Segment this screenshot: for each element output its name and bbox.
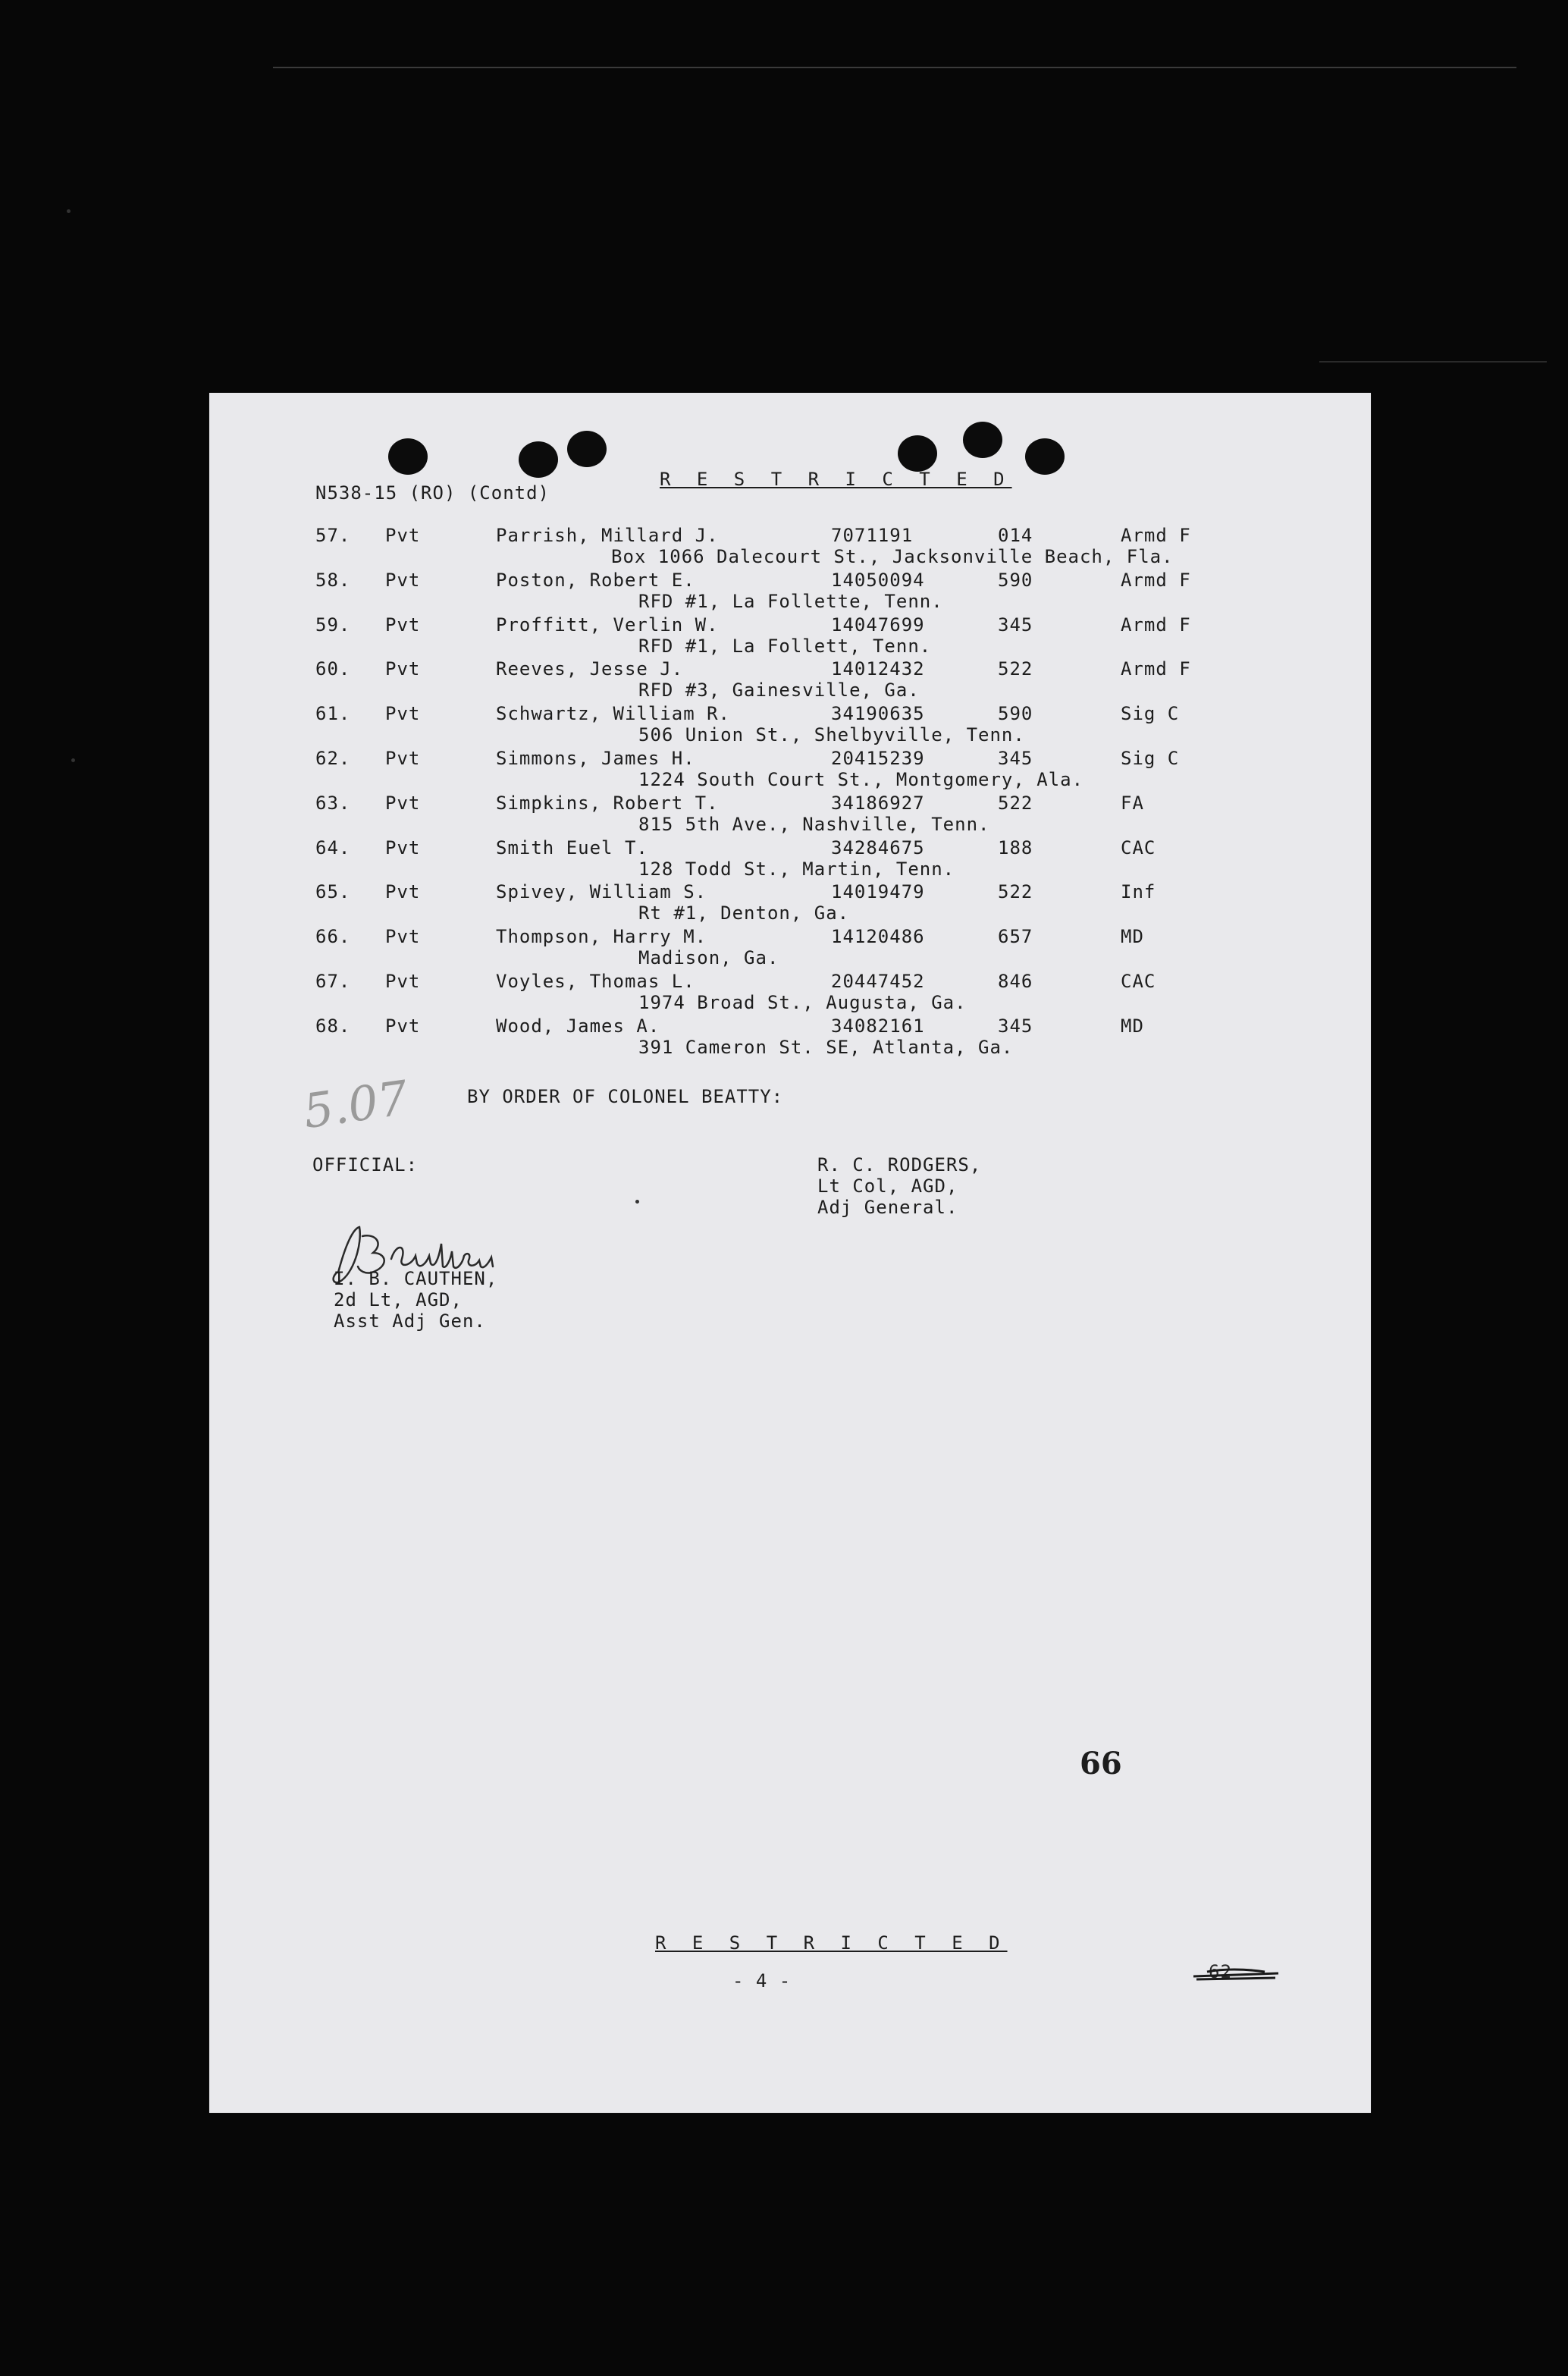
entry-code: 345: [998, 1015, 1033, 1037]
entry-branch: Sig C: [1121, 748, 1180, 769]
entry-serial-number: 34284675: [831, 836, 925, 858]
entry-serial-number: 20447452: [831, 971, 925, 992]
entry-number: 65.: [315, 881, 351, 903]
entry-serial-number: 14019479: [831, 881, 925, 903]
entry-serial-number: 14012432: [831, 658, 925, 680]
stamped-page-number: 66: [1080, 1746, 1122, 1781]
entry-serial-number: 34186927: [831, 792, 925, 814]
entry-code: 657: [998, 926, 1033, 948]
punch-hole: [963, 422, 1002, 458]
entry-number: 68.: [315, 1015, 351, 1037]
entry-serial-number: 14120486: [831, 926, 925, 948]
entry-serial-number: 34190635: [831, 703, 925, 725]
entry-name: Schwartz, William R.: [496, 703, 730, 725]
paper-speck: [635, 1200, 639, 1204]
roster-entry: [209, 525, 1371, 569]
entry-branch: Armd F: [1121, 614, 1191, 636]
entry-code: 345: [998, 614, 1033, 636]
entry-code: 345: [998, 748, 1033, 769]
entry-name: Thompson, Harry M.: [496, 926, 707, 948]
entry-code: 846: [998, 971, 1033, 992]
entry-number: 57.: [315, 525, 351, 546]
entry-address: 128 Todd St., Martin, Tenn.: [638, 858, 955, 880]
entry-name: Reeves, Jesse J.: [496, 658, 684, 680]
entry-branch: Armd F: [1121, 569, 1191, 591]
entry-name: Poston, Robert E.: [496, 569, 695, 591]
entry-code: 522: [998, 658, 1033, 680]
entry-number: 64.: [315, 836, 351, 858]
roster-entry: [209, 703, 1371, 747]
entry-code: 522: [998, 881, 1033, 903]
punch-hole: [898, 435, 937, 472]
entry-serial-number: 7071191: [831, 525, 914, 546]
entry-serial-number: 20415239: [831, 748, 925, 769]
entry-branch: Sig C: [1121, 703, 1180, 725]
entry-rank: Pvt: [385, 836, 421, 858]
official-label: OFFICIAL:: [312, 1154, 419, 1175]
entry-name: Smith Euel T.: [496, 836, 648, 858]
authenticator-title: Asst Adj Gen.: [334, 1310, 486, 1332]
roster-entry: [209, 837, 1371, 881]
entry-rank: Pvt: [385, 748, 421, 769]
entry-number: 60.: [315, 658, 351, 680]
authenticator-name: I. B. CAUTHEN,: [334, 1268, 498, 1289]
entry-address: RFD #3, Gainesville, Ga.: [638, 680, 920, 702]
entry-code: 590: [998, 703, 1033, 725]
entry-code: 522: [998, 792, 1033, 814]
entry-address: 506 Union St., Shelbyville, Tenn.: [638, 724, 1025, 746]
entry-rank: Pvt: [385, 658, 421, 680]
punch-hole: [519, 441, 558, 478]
roster-entry: [209, 1015, 1371, 1059]
entry-name: Spivey, William S.: [496, 881, 707, 903]
entry-branch: Inf: [1121, 881, 1156, 903]
roster-entry: [209, 971, 1371, 1015]
entry-serial-number: 14047699: [831, 614, 925, 636]
roster-entry: [209, 793, 1371, 836]
entry-number: 58.: [315, 569, 351, 591]
entry-code: 188: [998, 836, 1033, 858]
entry-branch: FA: [1121, 792, 1144, 814]
punch-hole: [388, 438, 428, 475]
file-reference: N538-15 (RO) (Contd): [315, 482, 550, 504]
roster-entry: [209, 926, 1371, 970]
entry-serial-number: 14050094: [831, 569, 925, 591]
entry-address: 815 5th Ave., Nashville, Tenn.: [638, 813, 990, 835]
entry-rank: Pvt: [385, 792, 421, 814]
entry-rank: Pvt: [385, 703, 421, 725]
entry-number: 59.: [315, 614, 351, 636]
entry-address: RFD #1, La Follett, Tenn.: [638, 635, 932, 657]
punch-hole: [1025, 438, 1065, 475]
entry-address: Rt #1, Denton, Ga.: [638, 902, 850, 924]
entry-number: 67.: [315, 971, 351, 992]
signatory-name: R. C. RODGERS,: [817, 1154, 982, 1175]
entry-branch: MD: [1121, 926, 1144, 948]
entry-number: 63.: [315, 792, 351, 814]
roster-entry: [209, 614, 1371, 658]
margin-speck: [67, 209, 71, 213]
punch-hole: [567, 431, 607, 467]
right-rule-line: [1319, 361, 1547, 363]
roster-entry: [209, 748, 1371, 792]
top-rule-line: [273, 67, 1516, 68]
entry-serial-number: 34082161: [831, 1015, 925, 1037]
entry-address: 1974 Broad St., Augusta, Ga.: [638, 992, 967, 1013]
entry-rank: Pvt: [385, 614, 421, 636]
entry-code: 014: [998, 525, 1033, 546]
entry-branch: Armd F: [1121, 525, 1191, 546]
entry-rank: Pvt: [385, 971, 421, 992]
entry-address: Madison, Ga.: [638, 947, 779, 969]
entry-code: 590: [998, 569, 1033, 591]
entry-branch: Armd F: [1121, 658, 1191, 680]
entry-rank: Pvt: [385, 569, 421, 591]
entry-number: 62.: [315, 748, 351, 769]
authenticator-rank: 2d Lt, AGD,: [334, 1289, 463, 1310]
entry-name: Parrish, Millard J.: [496, 525, 719, 546]
roster-entry: [209, 658, 1371, 702]
entry-address: 391 Cameron St. SE, Atlanta, Ga.: [638, 1036, 1014, 1058]
signatory-rank: Lt Col, AGD,: [817, 1175, 958, 1197]
entry-address: 1224 South Court St., Montgomery, Ala.: [638, 769, 1084, 790]
entry-rank: Pvt: [385, 881, 421, 903]
signatory-title: Adj General.: [817, 1197, 958, 1218]
entry-branch: MD: [1121, 1015, 1144, 1037]
entry-rank: Pvt: [385, 525, 421, 546]
entry-number: 61.: [315, 703, 351, 725]
entry-address: Box 1066 Dalecourt St., Jacksonville Beach, Fla.: [611, 546, 1174, 567]
struck-number: 62: [1192, 1960, 1280, 1987]
roster-entry: [209, 881, 1371, 925]
entry-name: Simpkins, Robert T.: [496, 792, 719, 814]
entry-name: Proffitt, Verlin W.: [496, 614, 719, 636]
header-classification: R E S T R I C T E D: [660, 469, 1012, 490]
entry-address: RFD #1, La Follette, Tenn.: [638, 590, 943, 612]
entry-branch: CAC: [1121, 971, 1156, 992]
entry-number: 66.: [315, 926, 351, 948]
entry-name: Wood, James A.: [496, 1015, 660, 1037]
entry-rank: Pvt: [385, 1015, 421, 1037]
page-number: - 4 -: [732, 1970, 792, 1992]
by-order-line: BY ORDER OF COLONEL BEATTY:: [467, 1086, 784, 1107]
entry-name: Voyles, Thomas L.: [496, 971, 695, 992]
roster-entry: [209, 570, 1371, 614]
entry-branch: CAC: [1121, 836, 1156, 858]
pencil-note: 5.07: [299, 1069, 412, 1140]
margin-speck: [71, 758, 75, 762]
document-page: [209, 393, 1371, 2113]
entry-name: Simmons, James H.: [496, 748, 695, 769]
entry-rank: Pvt: [385, 926, 421, 948]
footer-classification: R E S T R I C T E D: [655, 1932, 1008, 1954]
